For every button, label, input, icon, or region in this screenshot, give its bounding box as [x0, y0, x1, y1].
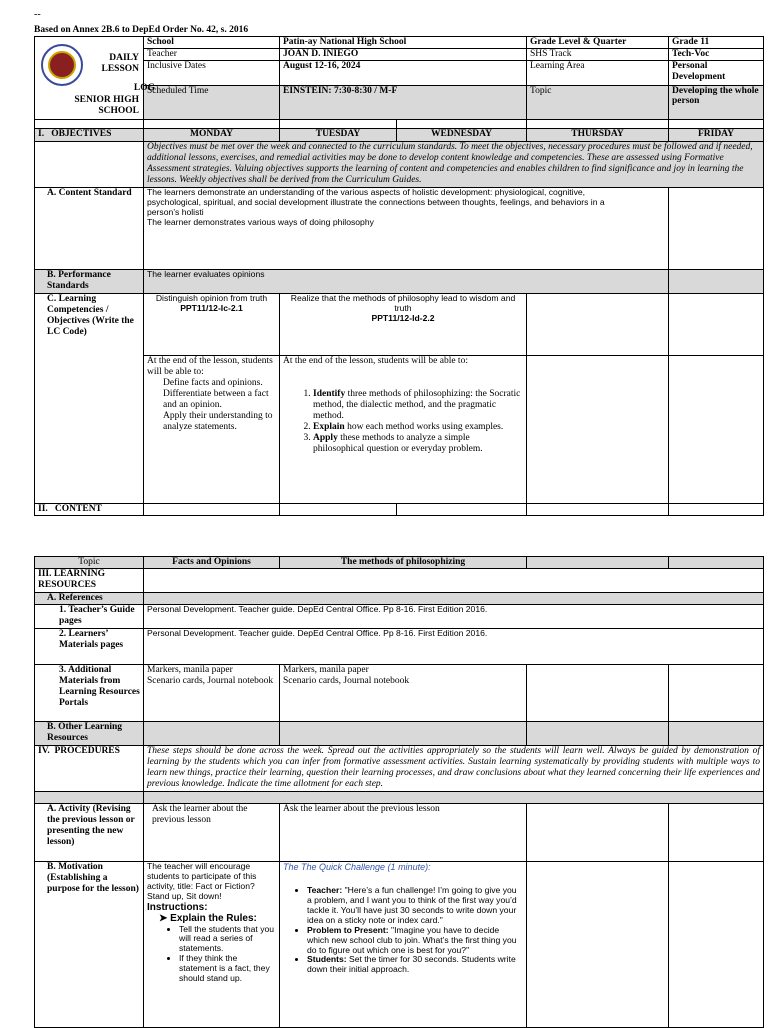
activity-monday: Ask the learner about the previous lesson [144, 804, 280, 862]
dll-title: DAILY LESSON [101, 53, 139, 74]
grade-quarter-label: Grade Level & Quarter [527, 37, 669, 49]
senior-high-label: SENIOR HIGH SCHOOL [74, 95, 139, 116]
time-label: Scheduled Time [144, 85, 280, 119]
additional-materials-tuesday: Markers, manila paper Scenario cards, Journal notebook [280, 665, 527, 722]
objectives-note: Objectives must be met over the week and connected to the curriculum standards. To meet the objectives, necessary procedures must be followed and if needed, additional lessons, exercises, and remedial activities may be done to develop content knowledge and competencies. These are assessed using Formative Assessment strategies. Valuing objectives supports the learning of content and competencies and enables children to find significance and joy in learning the lessons. Weekly objectives shall be derived from the Curriculum Guides. [144, 142, 764, 188]
topic-value: Developing the whole person [669, 85, 764, 119]
procedures-label: IV. PROCEDURES [35, 746, 144, 792]
motivation-label: B. Motivation (Establishing a purpose for the lesson) [35, 862, 144, 1028]
competencies-label: C. Learning Competencies / Objectives (Write the LC Code) [35, 294, 144, 504]
teacher-guide-label: 1. Teacher’s Guide pages [35, 605, 144, 629]
dates-value: August 12-16, 2024 [280, 61, 527, 85]
additional-materials-monday: Markers, manila paper Scenario cards, Journal notebook [144, 665, 280, 722]
content-row-label: II. CONTENT [35, 504, 144, 516]
activity-tuesday: Ask the learner about the previous lesson [280, 804, 527, 862]
challenge-item: • Problem to Present: "Imagine you have to decide which new school club to join. What’s the first thing you do to figure out which one is best for you?" [307, 926, 523, 956]
topic-row-label: Topic [35, 557, 144, 569]
learner-materials-text: Personal Development. Teacher guide. DepEd Central Office. Pp 8-16. First Edition 2016. [144, 629, 764, 665]
objective-item: 2. Explain how each method works using examples. [313, 422, 523, 433]
rule-item: • If they think the statement is a fact, they should stand up. [179, 954, 276, 984]
school-value: Patin-ay National High School [280, 37, 527, 49]
objectives-monday: At the end of the lesson, students will be able to: Define facts and opinions. Differentiate between a fact and an opinion. Apply their understanding to analyze statements. [144, 356, 280, 504]
deped-seal-icon [41, 44, 83, 86]
topic-label: Topic [527, 85, 669, 119]
topic-monday: Facts and Opinions [144, 557, 280, 569]
day-thursday: THURSDAY [527, 129, 669, 142]
procedures-note: These steps should be done across the week. Spread out the activities appropriately so the students will learn well. Always be guided by demonstration of learning by the students which you can infer from formative assessment activities. Sustain learning systematically by providing students with multiple ways to learn new things, practice their learning, question their learning processes, and draw conclusions about what they learned concerning their life experiences and previous knowledge. Indicate the time allotment for each step. [144, 746, 764, 792]
top-mark: -- [34, 9, 41, 20]
school-label: School [144, 37, 280, 49]
motivation-monday: The teacher will encourage students to participate of this activity, title: Fact or Fiction? Stand up, Sit down! Instructions: ➤ Explain the Rules: • Tell the students that you will read a series of statements. • If they think the statement is a fact, they should stand up. [144, 862, 280, 1028]
dll-header-left [35, 37, 155, 120]
dll-log-label: LOG [133, 83, 155, 93]
learning-resources-label: III. LEARNING RESOURCES [35, 569, 144, 593]
learner-materials-label: 2. Learners’ Materials pages [35, 629, 144, 665]
grade-value: Grade 11 [669, 37, 764, 49]
references-label: A. References [35, 593, 144, 605]
content-standard-label: A. Content Standard [35, 188, 144, 270]
topic-tuesday: The methods of philosophizing [280, 557, 527, 569]
competency-monday: Distinguish opinion from truth PPT11/12-Ic-2.1 [144, 294, 280, 356]
objective-item: 1. Identify three methods of philosophizing: the Socratic method, the dialectic method, and the pragmatic method. [313, 389, 523, 422]
track-value: Tech-Voc [669, 49, 764, 61]
other-resources-label: B. Other Learning Resources [35, 722, 144, 746]
day-monday: MONDAY [144, 129, 280, 142]
rule-item: • Tell the students that you will read a series of statements. [179, 925, 276, 955]
performance-standard-text: The learner evaluates opinions [144, 270, 669, 294]
motivation-tuesday: The The Quick Challenge (1 minute): • Teacher: "Here’s a fun challenge! I’m going to give you a problem, and I want you to think of the first way you’d tackle it. You’ll have just 30 seconds to write down your idea on a sticky note or index card." • Problem to Present: "Imagine you have to decide which new school club to join. What’s the first thing you do to figure out which one is best for you?" • Students: Set the timer for 30 seconds. Students write down their initial approach. [280, 862, 527, 1028]
activity-label: A. Activity (Revising the previous lesson or presenting the new lesson) [35, 804, 144, 862]
area-label: Learning Area [527, 61, 669, 85]
content-standard-text: The learners demonstrate an understanding of the various aspects of holistic development: physiological, cognitive, psychological, spiritual, and social development illustrate the connections between thoughts, feelings, and behaviors in a person’s holisti The learner demonstrates various ways of doing philosophy [144, 188, 669, 270]
annex-reference: Based on Annex 2B.6 to DepEd Order No. 42, s. 2016 [34, 25, 249, 35]
area-value: Personal Development [669, 61, 764, 85]
teacher-label: Teacher [144, 49, 280, 61]
track-label: SHS Track [527, 49, 669, 61]
challenge-item: • Teacher: "Here’s a fun challenge! I’m going to give you a problem, and I want you to think of the first way you’d tackle it. You’ll have just 30 seconds to write down your idea on a sticky note or index card." [307, 886, 523, 926]
teacher-value: JOAN D. INIEGO [280, 49, 527, 61]
day-tuesday: TUESDAY [280, 129, 397, 142]
performance-standard-label: B. Performance Standards [35, 270, 144, 294]
dll-table-main [34, 36, 764, 516]
dates-label: Inclusive Dates [144, 61, 280, 85]
day-wednesday: WEDNESDAY [397, 129, 527, 142]
time-value: EINSTEIN: 7:30-8:30 / M-F [280, 85, 527, 119]
dll-table-resources [34, 556, 764, 1028]
additional-materials-label: 3. Additional Materials from Learning Resources Portals [35, 665, 144, 722]
day-friday: FRIDAY [669, 129, 764, 142]
teacher-guide-text: Personal Development. Teacher guide. DepEd Central Office. Pp 8-16. First Edition 2016. [144, 605, 764, 629]
objective-item: 3. Apply these methods to analyze a simple philosophical question or everyday problem. [313, 433, 523, 455]
competency-tuesday: Realize that the methods of philosophy lead to wisdom and truth PPT11/12-Id-2.2 [280, 294, 527, 356]
objectives-tuesday: At the end of the lesson, students will be able to: 1. Identify three methods of philosophizing: the Socratic method, the dialectic method, and the pragmatic method. 2. Explain how each method works using examples. 3. Apply these methods to analyze a simple philosophical question or everyday problem. [280, 356, 527, 504]
objectives-header: I. OBJECTIVES [35, 129, 144, 142]
challenge-item: • Students: Set the timer for 30 seconds. Students write down their initial approach. [307, 955, 523, 975]
